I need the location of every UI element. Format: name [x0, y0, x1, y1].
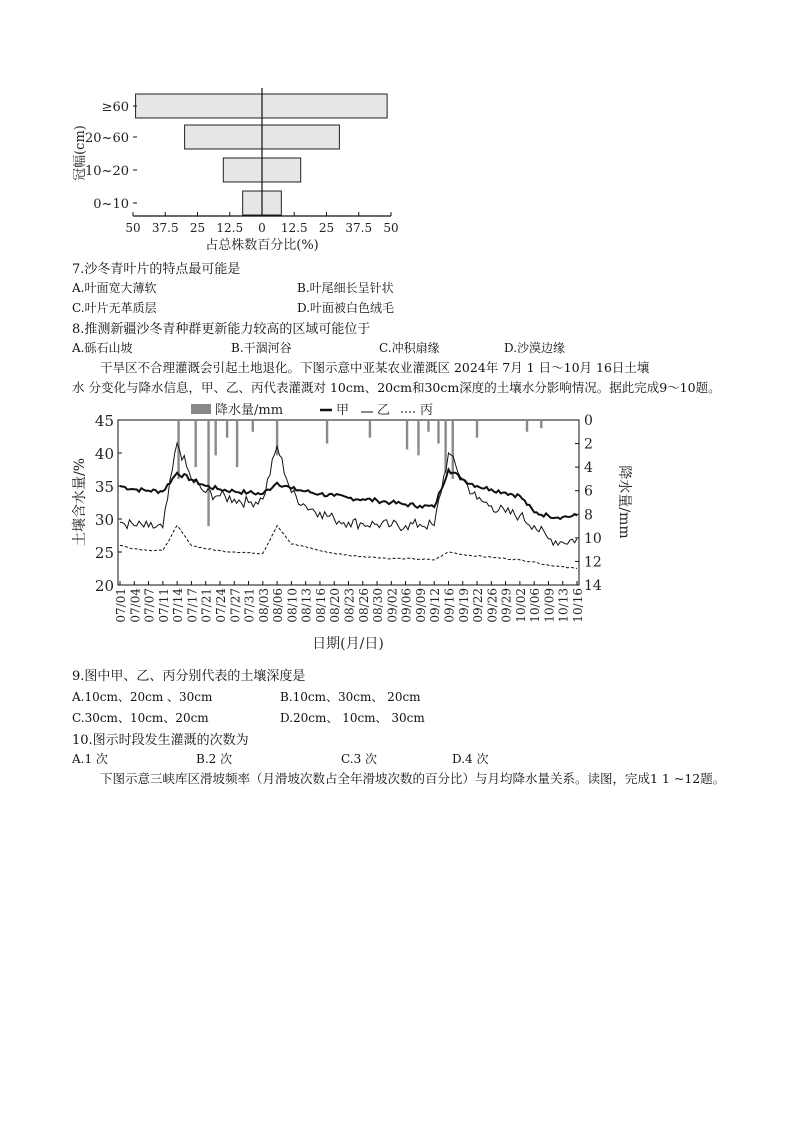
- q9-option-c[interactable]: C.30cm、10cm、20cm: [72, 711, 209, 725]
- q8-option-d[interactable]: D.沙漠边缘: [504, 341, 566, 355]
- precip-bar: [226, 420, 228, 438]
- date-x-tick-label: 08/06: [271, 588, 286, 623]
- crown-width-chart: [0, 0, 793, 260]
- date-x-tick-label: 10/13: [556, 588, 571, 623]
- date-x-tick-label: 10/16: [571, 588, 585, 623]
- chart1-ylabel: 冠幅(cm): [73, 125, 88, 181]
- soil-moisture-chart: [0, 396, 793, 658]
- precip-bar: [214, 420, 216, 455]
- crown-x-tick-label: 25: [318, 221, 335, 235]
- date-x-tick-label: 09/06: [399, 588, 414, 623]
- legend-bing-label: 丙: [420, 403, 434, 418]
- crown-category-label: ≥60: [101, 100, 129, 115]
- date-x-tick-label: 07/17: [185, 588, 200, 623]
- crown-bar: [136, 94, 388, 118]
- date-x-tick-label: 08/23: [342, 588, 357, 623]
- date-x-tick-label: 08/03: [256, 588, 271, 623]
- precip-y-tick-label: 2: [584, 436, 593, 453]
- chart2-plot-frame: [118, 420, 579, 585]
- date-x-tick-label: 08/26: [356, 588, 371, 623]
- precip-y-tick-label: 0: [584, 413, 593, 429]
- date-x-tick-label: 08/30: [371, 588, 386, 623]
- q7-option-d[interactable]: D.叶面被白色绒毛: [297, 301, 395, 315]
- precip-bar: [427, 420, 429, 432]
- crown-x-tick-label: 50: [125, 221, 141, 235]
- date-x-tick-label: 07/14: [171, 588, 186, 623]
- date-x-tick-label: 07/04: [128, 588, 143, 623]
- q8-option-a[interactable]: A.砾石山坡: [72, 341, 133, 355]
- q7-option-a[interactable]: A.叶面宽大薄软: [72, 281, 157, 295]
- crown-x-tick-label: 25: [189, 221, 206, 235]
- precip-y-tick-label: 10: [584, 530, 602, 547]
- legend-precip-swatch: [191, 404, 211, 414]
- q7-stem: 7.沙冬青叶片的特点最可能是: [72, 262, 241, 277]
- q9-stem: 9.图中甲、乙、丙分别代表的土壤深度是: [72, 669, 306, 684]
- q10-option-d[interactable]: D.4 次: [452, 752, 489, 766]
- intro-11-12: 下图示意三峡库区滑坡频率（月滑坡次数占全年滑坡次数的百分比）与月均降水量关系。读图，完成1 1 ~12题。: [100, 771, 726, 786]
- q10-option-c[interactable]: C.3 次: [341, 752, 378, 766]
- date-x-tick-label: 09/09: [413, 588, 428, 623]
- date-x-tick-label: 07/01: [114, 588, 128, 623]
- precip-bar: [326, 420, 328, 444]
- date-x-tick-label: 09/29: [499, 588, 514, 623]
- series-line: [120, 526, 577, 569]
- chart2-ylabel-right: 降水量/mm: [616, 465, 632, 539]
- precip-bar: [476, 420, 478, 438]
- date-x-tick-label: 08/20: [328, 588, 343, 623]
- q9-option-b[interactable]: B.10cm、30cm、 20cm: [280, 690, 421, 704]
- precip-bar: [437, 420, 439, 444]
- q9-option-a[interactable]: A.10cm、20cm 、30cm: [72, 690, 213, 704]
- date-x-tick-label: 07/24: [213, 588, 228, 623]
- date-x-tick-label: 07/07: [142, 588, 157, 623]
- date-x-tick-label: 09/19: [456, 588, 471, 623]
- precip-bar: [540, 420, 542, 428]
- precip-y-tick-label: 8: [584, 507, 593, 524]
- crown-category-label: 10~20: [85, 164, 129, 179]
- moisture-y-tick-label: 20: [94, 577, 114, 595]
- moisture-y-tick-label: 40: [94, 445, 114, 463]
- crown-category-label: 20~60: [85, 131, 129, 146]
- moisture-y-tick-label: 30: [94, 511, 114, 529]
- precip-bar: [369, 420, 371, 438]
- q10-stem: 10.图示时段发生灌溉的次数为: [72, 733, 249, 748]
- intro-9-10-line1: 干旱区不合理灌溉会引起土地退化。下图示意中亚某农业灌溉区 2024年 7月 1 日～10月 16日土壤: [100, 360, 650, 375]
- chart2-legend: [191, 402, 433, 418]
- chart1-xlabel: 占总株数百分比(%): [205, 238, 319, 253]
- date-x-tick-label: 08/16: [313, 588, 328, 623]
- moisture-y-tick-label: 35: [94, 478, 114, 496]
- crown-x-tick-label: 0: [258, 221, 266, 235]
- q7-option-b[interactable]: B.叶尾细长呈针状: [297, 281, 394, 295]
- date-x-tick-label: 09/22: [471, 588, 486, 623]
- date-x-tick-label: 10/06: [528, 588, 543, 623]
- precip-y-tick-label: 4: [584, 460, 593, 477]
- crown-x-tick-label: 37.5: [345, 221, 373, 235]
- q9-option-d[interactable]: D.20cm、 10cm、 30cm: [280, 711, 425, 725]
- precip-bar: [236, 420, 238, 467]
- date-x-tick-label: 09/16: [442, 588, 457, 623]
- crown-x-tick-label: 50: [383, 221, 399, 235]
- date-x-tick-label: 10/02: [513, 588, 528, 623]
- crown-x-tick-label: 37.5: [151, 221, 179, 235]
- precip-bar: [194, 420, 196, 467]
- date-x-tick-label: 07/21: [199, 588, 214, 623]
- chart2-ylabel: 土壤含水量/%: [72, 457, 88, 547]
- series-line: [120, 470, 577, 520]
- precip-y-tick-label: 6: [584, 483, 593, 500]
- precip-bar: [207, 420, 209, 526]
- q7-option-c[interactable]: C.叶片无革质层: [72, 301, 157, 315]
- q8-option-c[interactable]: C.冲积扇缘: [379, 341, 440, 355]
- precip-bar: [252, 420, 254, 432]
- q10-option-b[interactable]: B.2 次: [196, 752, 233, 766]
- date-x-tick-label: 09/12: [428, 588, 443, 623]
- date-x-tick-label: 10/09: [542, 588, 557, 623]
- q8-stem: 8.推测新疆沙冬青种群更新能力较高的区域可能位于: [72, 322, 371, 337]
- date-x-tick-label: 07/11: [156, 588, 171, 623]
- moisture-y-tick-label: 45: [94, 412, 114, 430]
- legend-yi-label: 乙: [377, 403, 391, 418]
- crown-x-tick-label: 12.5: [216, 221, 244, 235]
- legend-jia-label: 甲: [336, 403, 350, 418]
- date-x-tick-label: 08/10: [285, 588, 300, 623]
- precip-bar: [526, 420, 528, 432]
- date-x-tick-label: 09/26: [485, 588, 500, 623]
- intro-9-10-line2: 水 分变化与降水信息，甲、乙、丙代表灌溉对 10cm、20cm和30cm深度的土壤水分影响情况。据此完成9～10题。: [72, 380, 721, 395]
- crown-category-label: 0~10: [93, 197, 129, 212]
- moisture-y-tick-label: 25: [94, 544, 114, 562]
- precip-bar: [452, 420, 454, 479]
- date-x-tick-label: 07/31: [242, 588, 257, 623]
- precip-y-tick-label: 14: [584, 578, 602, 594]
- chart2-xlabel: 日期(月/日): [312, 636, 384, 652]
- q10-option-a[interactable]: A.1 次: [72, 752, 108, 766]
- precip-y-tick-label: 12: [584, 554, 602, 571]
- precip-bar: [406, 420, 408, 449]
- crown-x-tick-label: 12.5: [280, 221, 308, 235]
- date-x-tick-label: 08/13: [299, 588, 314, 623]
- legend-precip-label: 降水量/mm: [215, 403, 284, 418]
- q8-option-b[interactable]: B.干涸河谷: [231, 341, 292, 355]
- date-x-tick-label: 09/02: [385, 588, 400, 623]
- date-x-tick-label: 07/27: [228, 588, 243, 623]
- precip-bar: [417, 420, 419, 455]
